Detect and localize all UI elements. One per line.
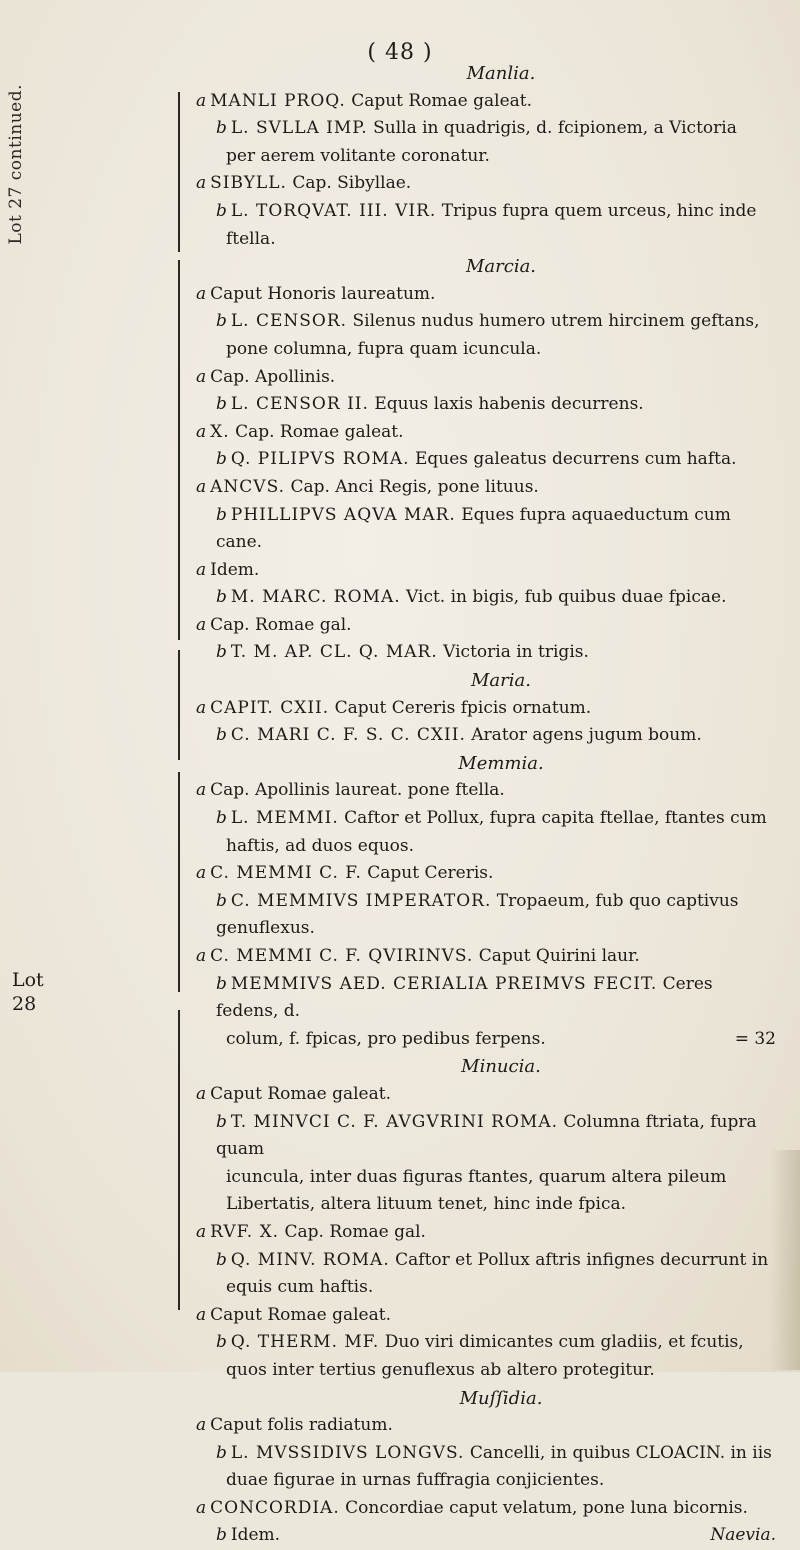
entry-line [196, 1440, 776, 1468]
coin-legend: T. M. AP. CL. Q. MAR. [230, 642, 438, 663]
coin-side: a [196, 780, 207, 801]
section-title: Memmia. [458, 752, 544, 774]
bracket [178, 92, 180, 252]
coin-side: a [196, 697, 207, 718]
bracket [178, 650, 180, 760]
entry-line [196, 1274, 776, 1302]
entry-continuation: pone columna, fupra quam icuncula. [226, 338, 542, 359]
coin-side: a [196, 283, 207, 304]
coin-description: Caput Romae galeat. [210, 1083, 391, 1104]
entry-line [196, 888, 776, 943]
coin-side: a [196, 1083, 207, 1104]
entry-line [196, 1495, 776, 1523]
coin-side: b [216, 118, 227, 139]
bracket [178, 400, 180, 640]
coin-legend: Q. THERM. MF. [230, 1332, 380, 1353]
coin-description: Caput Romae galeat. [210, 1304, 391, 1325]
coin-side: b [216, 504, 227, 525]
entry-line [196, 1467, 776, 1495]
entry-line [196, 1329, 776, 1357]
coin-description: Idem. [230, 1525, 281, 1546]
coin-side: a [196, 366, 207, 387]
coin-description: Cancelli, in quibus CLOACIN. in iis [469, 1442, 772, 1463]
next-family-catchword: Naevia. [710, 1525, 776, 1546]
coin-side: a [196, 90, 207, 111]
entry-line [196, 115, 776, 143]
coin-legend: Q. PILIPVS ROMA. [230, 449, 410, 470]
entry-line [196, 777, 776, 805]
coin-side: a [196, 1304, 207, 1325]
side-note: Lot 27 continued. [6, 84, 26, 245]
entry-line [196, 1191, 776, 1219]
coin-description: Victoria in trigis. [443, 642, 589, 663]
lot-label [12, 968, 44, 1016]
coin-side: b [216, 973, 227, 994]
coin-description: Concordiae caput velatum, pone luna bicornis. [345, 1497, 748, 1518]
coin-side: a [196, 559, 207, 580]
coin-legend: L. MEMMI. [230, 808, 339, 829]
entry-line [196, 502, 776, 557]
coin-legend: L. CENSOR II. [230, 394, 369, 415]
lot-number: 28 [12, 993, 37, 1015]
entry-line [196, 281, 776, 309]
entry-line [196, 170, 776, 198]
coin-side: a [196, 476, 207, 497]
section-title: Muſſidia. [459, 1387, 543, 1409]
entry-line [196, 1247, 776, 1275]
entry-line [196, 308, 776, 336]
coin-side: b [216, 1525, 227, 1546]
coin-description: Caput Quirini laur. [478, 946, 640, 966]
coin-side: b [216, 725, 227, 746]
coin-description: Cap. Apollinis. [210, 366, 336, 387]
coin-description: Eques fupra aquaeductum cum cane. [216, 504, 731, 553]
coin-description: Cap. Anci Regis, pone lituus. [290, 476, 539, 497]
entry-line [196, 336, 776, 364]
page-number: ( 48 ) [367, 40, 433, 65]
entry-continuation: haftis, ad duos equos. [226, 835, 415, 856]
entry-line [196, 391, 776, 419]
entry-mark: = 32 [734, 1028, 776, 1049]
lot-word: Lot [12, 969, 44, 991]
coin-description: Cap. Apollinis laureat. pone ftella. [210, 780, 505, 801]
coin-side: b [216, 890, 227, 911]
coin-legend: PHILLIPVS AQVA MAR. [230, 504, 456, 525]
entry-line [196, 805, 776, 833]
entry-line [196, 1357, 776, 1385]
coin-side: b [216, 311, 227, 332]
coin-description: Caput Cereris fpicis ornatum. [334, 697, 592, 718]
bracket [178, 1010, 180, 1310]
coin-description: Tripus fupra quem urceus, hinc inde [441, 200, 757, 221]
entry-line [196, 474, 776, 502]
section-title: Manlia. [466, 63, 536, 84]
coin-description: Idem. [210, 559, 260, 580]
coin-description: Ceres fedens, d. [216, 973, 713, 1022]
entry-line [196, 584, 776, 612]
coin-side: b [216, 1442, 227, 1463]
entry-line [196, 612, 776, 640]
coin-legend: MEMMIVS AED. CERIALIA PREIMVS FECIT. [230, 973, 658, 994]
coin-side: a [196, 1221, 207, 1242]
entry-line [196, 88, 776, 116]
coin-description: Columna ftriata, fupra quam [216, 1111, 757, 1160]
entry-line [196, 1302, 776, 1330]
coin-description: Cap. Romae gal. [210, 614, 352, 635]
coin-legend: MANLI PROQ. [210, 90, 346, 111]
coin-legend: RVF. X. [210, 1221, 280, 1242]
coin-legend: L. MVSSIDIVS LONGVS. [230, 1442, 465, 1463]
coin-side: a [196, 614, 207, 635]
coin-description: Vict. in bigis, fub quibus duae fpicae. [406, 587, 727, 608]
entry-line [196, 446, 776, 474]
entry-continuation: colum, f. fpicas, pro pedibus ferpens. [226, 1028, 546, 1049]
coin-description: Sulla in quadrigis, d. fcipionem, a Victoria [373, 118, 737, 139]
coin-description: Cap. Sibyllae. [292, 173, 412, 194]
coin-side: a [196, 173, 207, 194]
catalogue-text [196, 60, 776, 1550]
coin-legend: CONCORDIA. [210, 1497, 340, 1518]
entry-continuation: quos inter tertius genuflexus ab altero protegitur. [226, 1359, 655, 1380]
entry-line [196, 1412, 776, 1440]
coin-legend: L. TORQVAT. III. VIR. [230, 200, 437, 221]
entry-line [196, 943, 776, 971]
coin-description: Caftor et Pollux, fupra capita ftellae, ftantes cum [344, 808, 767, 829]
coin-description: Caput Cereris. [367, 863, 494, 884]
bracket [178, 772, 180, 992]
coin-side: a [196, 863, 207, 884]
entry-line [196, 1109, 776, 1164]
entry-continuation: Libertatis, altera lituum tenet, hinc inde fpica. [226, 1194, 627, 1215]
coin-legend: M. MARC. ROMA. [230, 587, 401, 608]
coin-description: Silenus nudus humero utrem hircinem geftans, [352, 311, 760, 332]
coin-description: Caput Honoris laureatum. [210, 283, 436, 304]
entry-line [196, 226, 776, 254]
entry-line [196, 198, 776, 226]
coin-legend: L. SVLLA IMP. [230, 118, 368, 139]
coin-side: a [196, 421, 207, 442]
coin-legend: T. MINVCI C. F. AVGVRINI ROMA. [230, 1111, 559, 1132]
coin-description: Eques galeatus decurrens cum hafta. [414, 449, 737, 470]
coin-description: Caput Romae galeat. [351, 90, 533, 111]
entry-continuation: per aerem volitante coronatur. [226, 145, 490, 166]
coin-side: b [216, 1332, 227, 1353]
entry-continuation: ftella. [226, 228, 276, 249]
coin-legend: CAPIT. CXII. [210, 697, 330, 718]
bracket [178, 260, 180, 400]
coin-side: b [216, 449, 227, 470]
coin-legend: X. [210, 421, 230, 442]
entry-line [196, 639, 776, 667]
coin-description: Duo viri dimicantes cum gladiis, et fcutis, [384, 1332, 744, 1353]
coin-legend: L. CENSOR. [230, 311, 348, 332]
paper-stain [770, 1150, 800, 1370]
coin-legend: Q. MINV. ROMA. [230, 1249, 390, 1270]
coin-legend: C. MARI C. F. S. C. CXII. [230, 725, 466, 746]
entry-line [196, 1164, 776, 1192]
coin-description: Cap. Romae galeat. [235, 421, 404, 442]
coin-side: a [196, 1415, 207, 1436]
entry-continuation: equis cum haftis. [226, 1277, 374, 1298]
entry-line [196, 1026, 776, 1054]
entry-continuation: icuncula, inter duas figuras ftantes, quarum altera pileum [226, 1166, 727, 1187]
coin-legend: SIBYLL. [210, 173, 287, 194]
coin-description: Cap. Romae gal. [284, 1221, 426, 1242]
section-title: Marcia. [465, 256, 537, 278]
coin-side: b [216, 1249, 227, 1270]
section-title: Maria. [471, 670, 531, 692]
entry-line [196, 1219, 776, 1247]
coin-description: Equus laxis habenis decurrens. [374, 394, 644, 415]
entry-line [196, 860, 776, 888]
coin-description: Caftor et Pollux aftris infignes decurrunt in [395, 1249, 769, 1270]
entry-continuation: duae figurae in urnas fuffragia conjicientes. [226, 1470, 605, 1491]
coin-description: Tropaeum, fub quo captivus genuflexus. [216, 890, 739, 939]
entry-line [196, 143, 776, 171]
coin-legend: C. MEMMI C. F. [210, 863, 362, 884]
coin-legend: ANCVS. [210, 476, 286, 497]
section-title: Minucia. [461, 1056, 541, 1078]
entry-line [196, 364, 776, 392]
coin-side: b [216, 394, 227, 415]
coin-side: b [216, 808, 227, 829]
coin-side: a [196, 1497, 207, 1518]
coin-side: a [196, 946, 207, 966]
entry-line [196, 833, 776, 861]
entry-line [196, 1522, 776, 1550]
coin-description: Caput folis radiatum. [210, 1415, 393, 1436]
entry-line [196, 557, 776, 585]
coin-side: b [216, 642, 227, 663]
coin-side: b [216, 1111, 227, 1132]
coin-description: Arator agens jugum boum. [471, 725, 702, 746]
entry-line [196, 419, 776, 447]
entry-line [196, 722, 776, 750]
entry-left [216, 1522, 280, 1550]
coin-legend: C. MEMMIVS IMPERATOR. [230, 890, 492, 911]
entry-line [196, 1081, 776, 1109]
coin-legend: C. MEMMI C. F. QVIRINVS. [210, 946, 474, 966]
entry-line [196, 695, 776, 723]
entry-line [196, 971, 776, 1026]
coin-side: b [216, 587, 227, 608]
coin-side: b [216, 200, 227, 221]
